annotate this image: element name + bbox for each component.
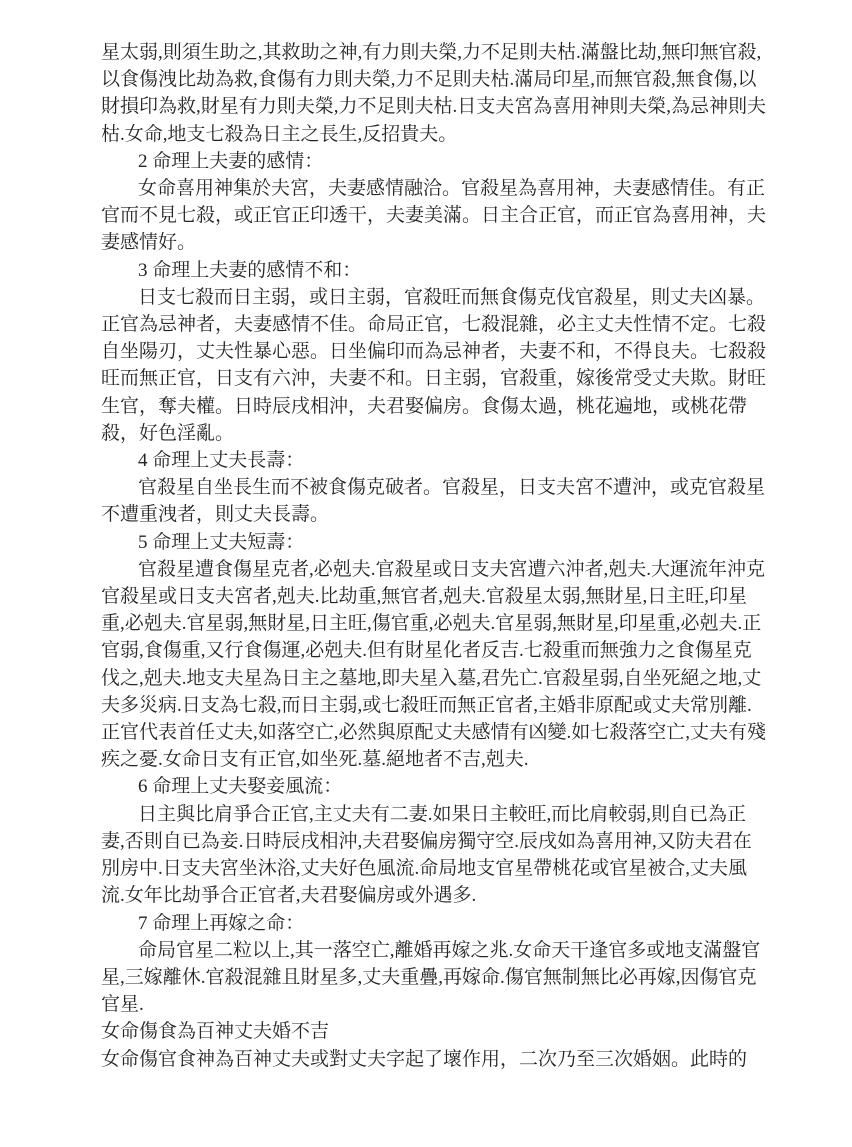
paragraph-continuation: 星太弱,則須生助之,其救助之神,有力則夫榮,力不足則夫枯.滿盤比劫,無印無官殺,以食傷洩比劫為救,食傷有力則夫榮,力不足則夫枯.滿局印星,而無官殺,無食傷,以財損印為救,財星有力則夫榮,力不足則夫枯.日支夫宮為喜用神則夫榮,為忌神則夫枯.女命,地支七殺為日主之長生,反招貴夫。 [101, 42, 767, 145]
paragraph-husband-short-life: 官殺星遭食傷星克者,必剋夫.官殺星或日支夫宮遭六沖者,剋夫.大運流年沖克官殺星或日支夫宮者,剋夫.比劫重,無官者,剋夫.官殺星太弱,無財星,日主旺,印星重,必剋夫.官星弱,無財星,日主旺,傷官重,必剋夫.官星弱,無財星,印星重,必剋夫.正官弱,食傷重,又行食傷運,必剋夫.但有財星化者反吉.七殺重而無強力之食傷星克伐之,剋夫.地支夫星為日主之墓地,即夫星入墓,君先亡.官殺星弱,自坐死絕之地,丈夫多災病.日支為七殺,而日主弱,或七殺旺而無正官者,主婚非原配或丈夫常別離.正官代表首任丈夫,如落空亡,必然與原配丈夫感情有凶變.如七殺落空亡,丈夫有殘疾之憂.女命日支有正官,如坐死.墓.絕地者不吉,剋夫. [101, 558, 767, 771]
note-body-line: 女命傷官食神為百神丈夫或對丈夫字起了壞作用，二次乃至三次婚姻。此時的 [101, 1048, 748, 1070]
paragraph-couple-discord: 日支七殺而日主弱，或日主弱，官殺旺而無食傷克伐官殺星，則丈夫凶暴。正官為忌神者，夫妻感情不佳。命局正官，七殺混雜，必主丈夫性情不定。七殺自坐陽刃，丈夫性暴心惡。日坐偏印而為忌神者，夫妻不和，不得良夫。七殺殺旺而無正官，日支有六沖，夫妻不和。日主弱，官殺重，嫁後常受丈夫欺。財旺生官，奪夫權。日時辰戌相沖，夫君娶偏房。食傷太過，桃花遍地，或桃花帶殺，好色淫亂。 [101, 286, 767, 444]
paragraph-couple-affection: 女命喜用神集於夫宮，夫妻感情融洽。官殺星為喜用神，夫妻感情佳。有正官而不見七殺，或正官正印透干，夫妻美滿。日主合正官，而正官為喜用神，夫妻感情好。 [101, 178, 767, 254]
document-text [101, 39, 768, 1073]
paragraph-husband-concubine: 日主與比肩爭合正官,主丈夫有二妻.如果日主較旺,而比肩較弱,則自已為正妻,否則自已為妾.日時辰戌相沖,夫君娶偏房獨守空.辰戌如為喜用神,又防夫君在別房中.日支夫宮坐沐浴,丈夫好色風流.命局地支官星帶桃花或官星被合,丈夫風流.女年比劫爭合正官者,夫君娶偏房或外遇多. [101, 803, 752, 907]
heading-remarriage: 7 命理上再嫁之命： [138, 912, 305, 934]
paragraph-remarriage: 命局官星二粒以上,其一落空亡,離婚再嫁之兆.女命天干逢官多或地支滿盤官星,三嫁離休.官殺混雜且財星多,丈夫重疊,再嫁命.傷官無制無比必再嫁,因傷官克官星. [101, 939, 761, 1016]
paragraph-husband-longevity: 官殺星自坐長生而不被食傷克破者。官殺星，日支夫宮不遭沖，或克官殺星不遭重洩者，則丈夫長壽。 [101, 477, 766, 526]
heading-husband-longevity: 4 命理上丈夫長壽： [138, 450, 305, 472]
heading-couple-discord: 3 命理上夫妻的感情不和： [138, 259, 362, 281]
heading-husband-concubine: 6 命理上丈夫娶妾風流： [138, 776, 343, 798]
heading-husband-short-life: 5 命理上丈夫短壽： [138, 531, 305, 553]
note-title-line: 女命傷食為百神丈夫婚不吉 [101, 1021, 330, 1043]
heading-couple-affection: 2 命理上夫妻的感情： [138, 150, 324, 172]
